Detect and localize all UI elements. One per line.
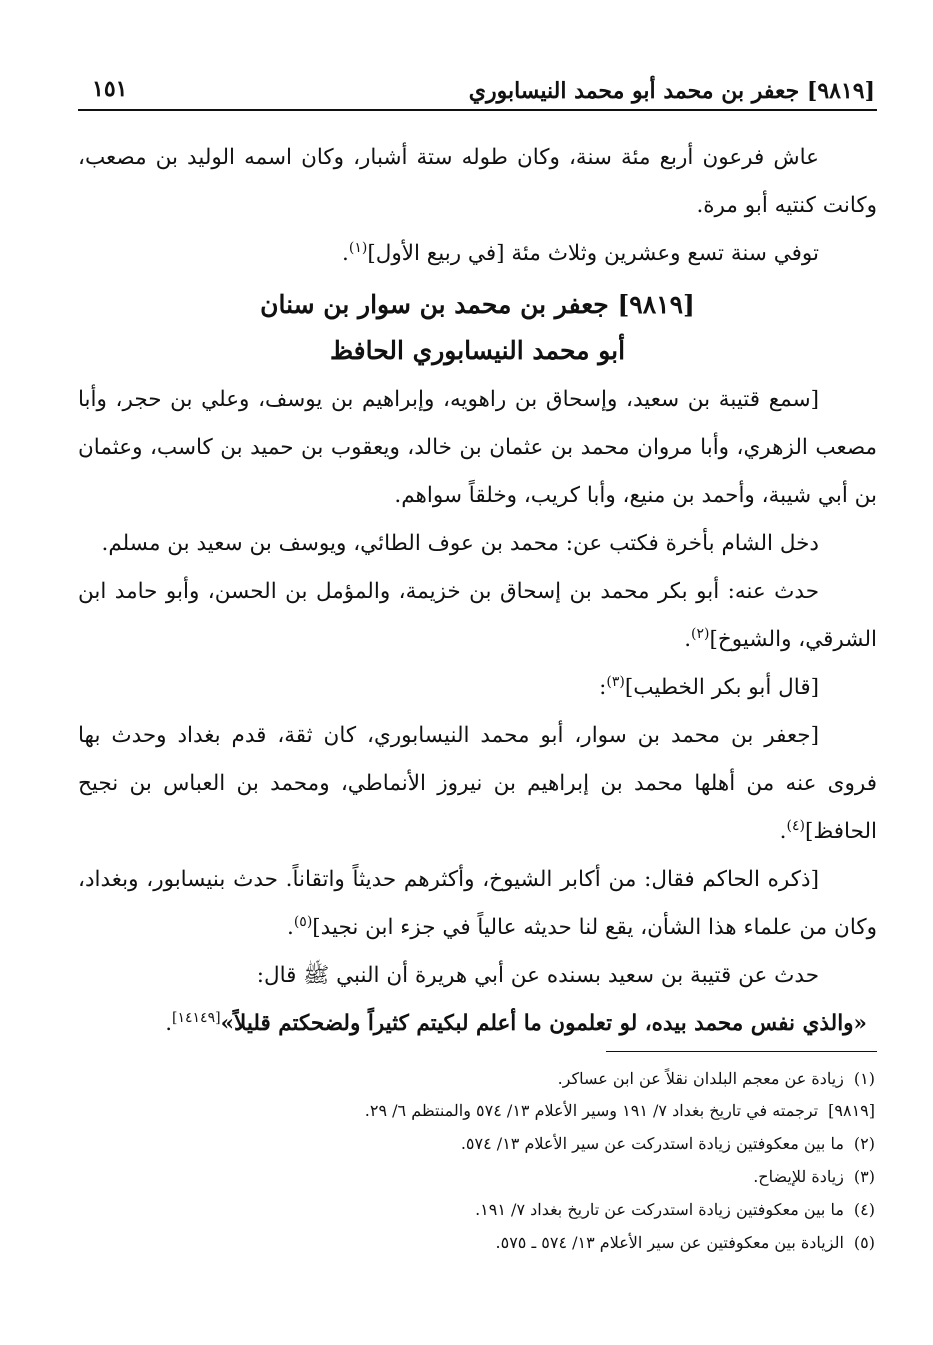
paragraph bbox=[78, 856, 877, 952]
paragraph-text: [ذكره الحاكم فقال: من أكابر الشيوخ، وأكثرهم حديثاً واتقاناً. حدث بنيسابور، وبغداد، وكان من علماء هذا الشأن، يقع لنا حديثه عالياً في جزء ابن نجيد] bbox=[78, 867, 877, 940]
paragraph bbox=[78, 230, 877, 278]
paragraph-text: [قال أبو بكر الخطيب] bbox=[624, 675, 819, 700]
footnote bbox=[475, 1200, 875, 1219]
entry-heading-line1: [٩٨١٩] جعفر بن محمد بن سوار بن سنان bbox=[260, 290, 695, 319]
paragraph bbox=[78, 568, 877, 664]
footnote-ref: (١) bbox=[348, 239, 368, 256]
footnote-number: (٥) bbox=[853, 1233, 875, 1252]
paragraph-text: [جعفر بن محمد بن سوار، أبو محمد النيسابوري، كان ثقة، قدم بغداد وحدث بها فروى عنه من أهلها محمد بن إبراهيم بن نيروز الأنماطي، ومحمد بن العباس بن نجيح الحافظ] bbox=[78, 723, 877, 844]
paragraph-text: حدث عنه: أبو بكر محمد بن إسحاق بن خزيمة، والمؤمل بن الحسن، وأبو حامد ابن الشرقي، والشيوخ] bbox=[78, 579, 877, 652]
footnote-number: (٤) bbox=[853, 1200, 875, 1219]
footnote bbox=[365, 1101, 875, 1120]
hadith-text: «والذي نفس محمد بيده، لو تعلمون ما أعلم لبكيتم كثيراً ولضحكتم قليلاً» bbox=[220, 1011, 867, 1036]
footnote-text: زيادة عن معجم البلدان نقلاً عن ابن عساكر. bbox=[557, 1069, 844, 1088]
paragraph-text: توفي سنة تسع وعشرين وثلاث مئة [في ربيع الأول] bbox=[367, 241, 819, 266]
punctuation: . bbox=[684, 627, 692, 652]
footnote-number: (١) bbox=[853, 1069, 875, 1088]
footnote-number: (٢) bbox=[853, 1134, 875, 1153]
punctuation: . bbox=[342, 241, 349, 266]
punctuation: . bbox=[779, 819, 787, 844]
footnote-ref: (٤) bbox=[786, 817, 805, 834]
footnote bbox=[496, 1233, 875, 1252]
running-title: [٩٨١٩] جعفر بن محمد أبو محمد النيسابوري bbox=[468, 78, 875, 104]
prev-entry-text bbox=[78, 134, 877, 278]
footnote-text: ما بين معكوفتين زيادة استدركت عن تاريخ بغداد ٧/ ١٩١. bbox=[475, 1200, 844, 1219]
entry-heading-line2: أبو محمد النيسابوري الحافظ bbox=[329, 336, 626, 365]
footnote-number: [٩٨١٩] bbox=[828, 1101, 875, 1120]
footnote bbox=[558, 1069, 875, 1088]
page-number: ١٥١ bbox=[92, 76, 128, 102]
paragraph: عاش فرعون أربع مئة سنة، وكان طوله ستة أشبار، وكان اسمه الوليد بن مصعب، وكانت كنتيه أبو مرة. bbox=[78, 145, 877, 218]
footnote-separator bbox=[606, 1051, 877, 1052]
footnote-ref: (٥) bbox=[293, 913, 313, 930]
punctuation: . bbox=[286, 915, 294, 940]
footnote-ref: (٢) bbox=[691, 625, 710, 642]
paragraph: [سمع قتيبة بن سعيد، وإسحاق بن راهويه، وإبراهيم بن يوسف، وعلي بن حجر، وأبا مصعب الزهري، وأبا مروان محمد بن عثمان بن خالد، ويعقوب بن حميد بن كاسب، وعثمان بن أبي شيبة، وأحمد بن منيع، وأبا كريب، وخلقاً سواهم. bbox=[78, 387, 877, 508]
hadith-paragraph bbox=[78, 1000, 877, 1048]
punctuation: : bbox=[599, 675, 607, 700]
header-rule bbox=[78, 109, 877, 111]
paragraph: دخل الشام بأخرة فكتب عن: محمد بن عوف الطائي، ويوسف بن سعيد بن مسلم. bbox=[101, 531, 819, 556]
footnote-text: ما بين معكوفتين زيادة استدركت عن سير الأعلام ١٣/ ٥٧٤. bbox=[460, 1134, 844, 1153]
footnote bbox=[753, 1167, 875, 1186]
footnote-ref: (٣) bbox=[606, 673, 625, 690]
hadith-number: [١٤١٤٩] bbox=[172, 1009, 221, 1026]
footnote-text: زيادة للإيضاح. bbox=[753, 1167, 844, 1186]
paragraph bbox=[78, 664, 877, 712]
paragraph bbox=[78, 712, 877, 856]
paragraph: حدث عن قتيبة بن سعيد بسنده عن أبي هريرة أن النبي ﷺ قال: bbox=[256, 963, 819, 988]
punctuation: . bbox=[165, 1011, 173, 1036]
footnote-number: (٣) bbox=[853, 1167, 875, 1186]
footnote-text: ترجمته في تاريخ بغداد ٧/ ١٩١ وسير الأعلام ١٣/ ٥٧٤ والمنتظم ٦/ ٢٩. bbox=[364, 1101, 819, 1120]
footnote-text: الزيادة بين معكوفتين عن سير الأعلام ١٣/ ٥٧٤ ـ ٥٧٥. bbox=[495, 1233, 844, 1252]
entry-body bbox=[78, 376, 877, 1048]
footnote bbox=[461, 1134, 875, 1153]
